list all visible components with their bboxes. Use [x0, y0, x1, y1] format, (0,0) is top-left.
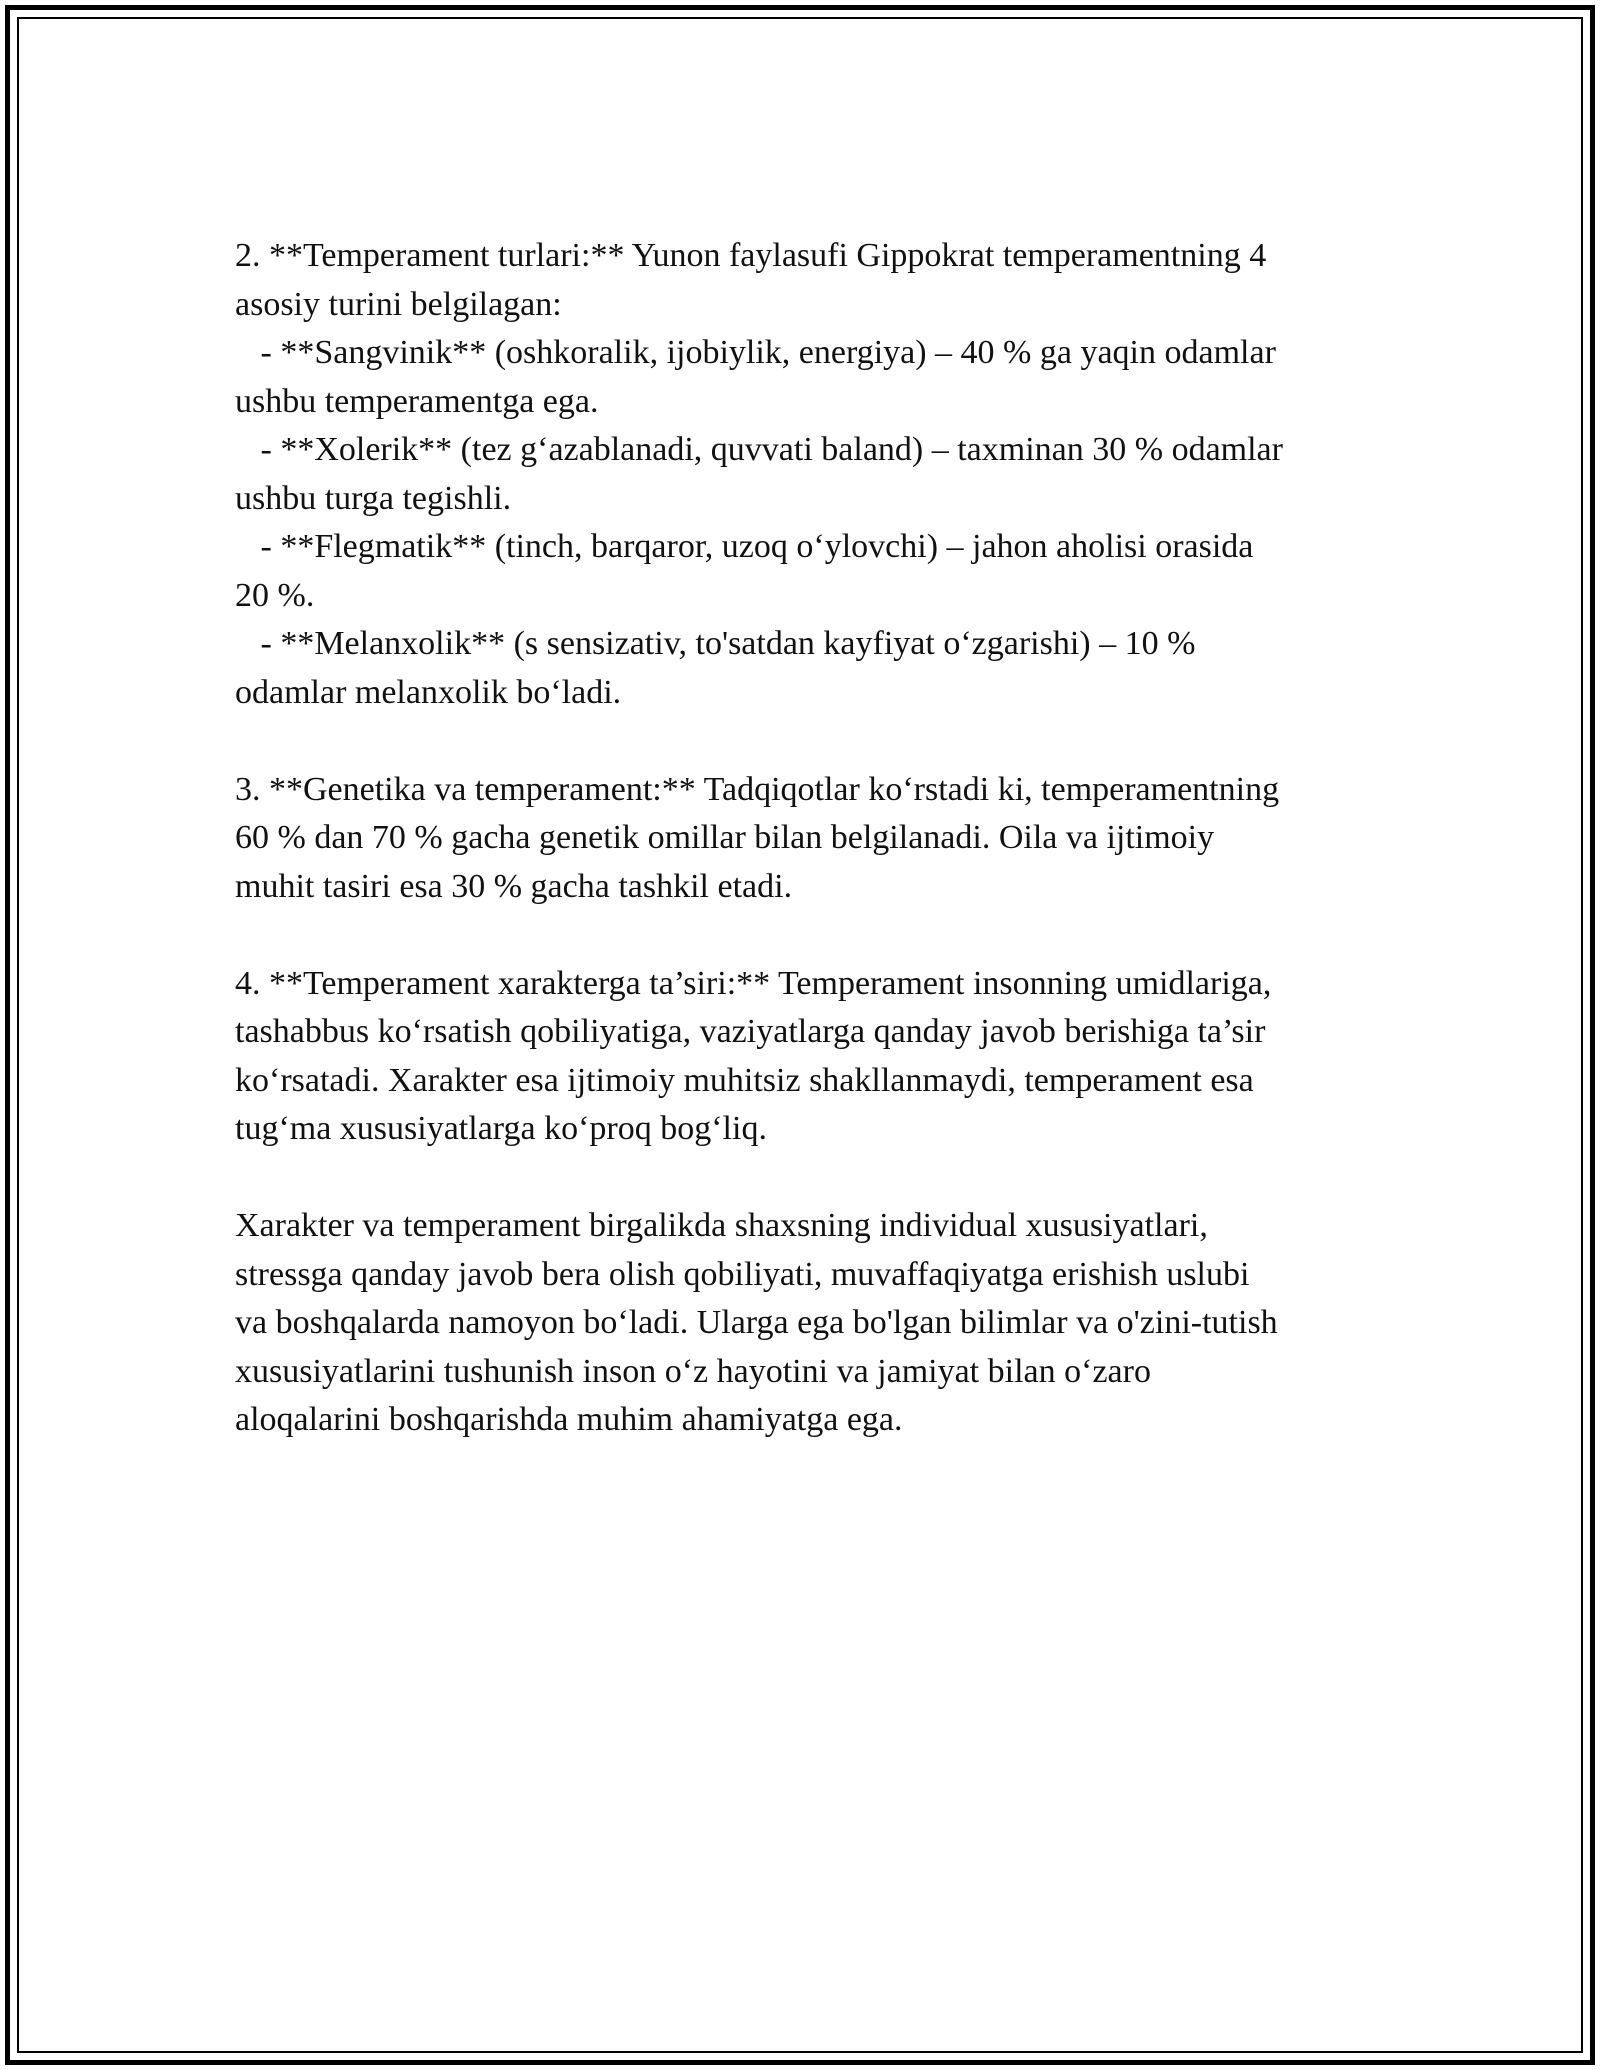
paragraph-gap	[235, 911, 1395, 960]
text-line: va boshqalarda namoyon bo‘ladi. Ularga ega bo'lgan bilimlar va o'zini-tutish	[235, 1304, 1278, 1341]
text-line: 20 %.	[235, 576, 315, 614]
text-line: tashabbus ko‘rsatish qobiliyatiga, vaziyatlarga qanday javob berishiga ta’sir	[235, 1013, 1266, 1050]
text-line: 4. **Temperament xarakterga ta’siri:** Temperament insonning umidlariga,	[235, 964, 1272, 1002]
text-line: asosiy turini belgilagan:	[235, 285, 562, 323]
text-line: tug‘ma xususiyatlarga ko‘proq bog‘liq.	[235, 1110, 767, 1147]
text-line: xususiyatlarini tushunish inson o‘z hayotini va jamiyat bilan o‘zaro	[235, 1352, 1151, 1390]
text-line: odamlar melanxolik bo‘ladi.	[235, 673, 622, 711]
text-line: ushbu temperamentga ega.	[235, 382, 599, 420]
text-line: ko‘rsatadi. Xarakter esa ijtimoiy muhitsiz shakllanmaydi, temperament esa	[235, 1061, 1254, 1099]
text-line: ushbu turga tegishli.	[235, 479, 512, 517]
text-line: 60 % dan 70 % gacha genetik omillar bilan belgilanadi. Oila va ijtimoiy	[235, 819, 1215, 856]
document-body	[235, 232, 1395, 1445]
text-line: stressga qanday javob bera olish qobiliyati, muvaffaqiyatga erishish uslubi	[235, 1255, 1250, 1293]
text-line: - **Melanxolik** (s sensizativ, to'satdan kayfiyat o‘zgarishi) – 10 %	[235, 625, 1196, 662]
text-line: aloqalarini boshqarishda muhim ahamiyatga ega.	[235, 1401, 903, 1438]
text-line: - **Xolerik** (tez g‘azablanadi, quvvati baland) – taxminan 30 % odamlar	[235, 431, 1283, 468]
text-line: 3. **Genetika va temperament:** Tadqiqotlar ko‘rstadi ki, temperamentning	[235, 770, 1280, 808]
text-line: 2. **Temperament turlari:** Yunon faylasufi Gippokrat temperamentning 4	[235, 237, 1267, 274]
paragraph-gap	[235, 717, 1395, 766]
text-line: - **Flegmatik** (tinch, barqaror, uzoq o‘ylovchi) – jahon aholisi orasida	[235, 528, 1254, 565]
text-line: Xarakter va temperament birgalikda shaxsning individual xususiyatlari,	[235, 1207, 1208, 1244]
text-line: - **Sangvinik** (oshkoralik, ijobiylik, energiya) – 40 % ga yaqin odamlar	[235, 334, 1276, 371]
paragraph-gap	[235, 1154, 1395, 1203]
text-line: muhit tasiri esa 30 % gacha tashkil etadi.	[235, 867, 793, 905]
